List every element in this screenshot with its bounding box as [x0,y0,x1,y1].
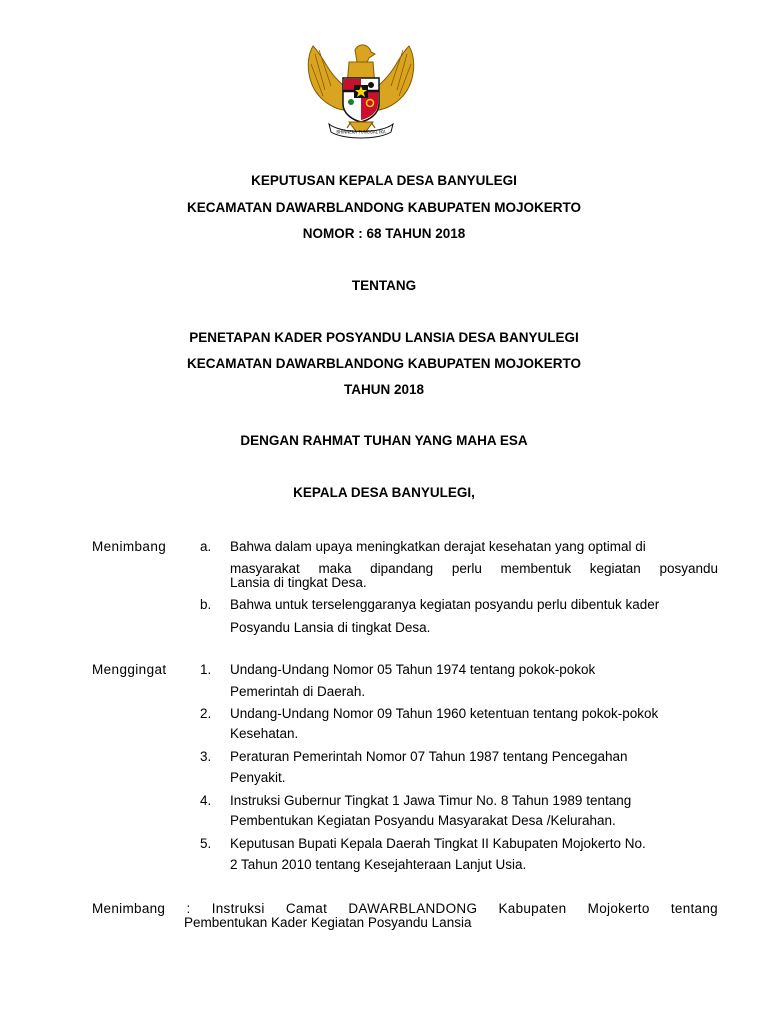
menimbang-a-line-1: Bahwa dalam upaya meningkatkan derajat kesehatan yang optimal di [230,539,646,554]
menimbang-a-line-3: Lansia di tingkat Desa. [230,575,367,590]
list-marker: 3. [200,749,212,764]
mengingat-label: Menggingat [92,662,167,677]
kepala-heading: KEPALA DESA BANYULEGI, [293,485,475,500]
tentang-heading: TENTANG [351,278,417,293]
garuda-pancasila-emblem [305,40,417,148]
mengingat-2-line-1: Undang-Undang Nomor 09 Tahun 1960 ketentuan tentang pokok-pokok [230,706,659,721]
mengingat-5-line-1: Keputusan Bupati Kepala Daerah Tingkat II Kabupaten Mojokerto No. [230,836,646,851]
mengingat-1-line-1: Undang-Undang Nomor 05 Tahun 1974 tentang pokok-pokok [230,662,596,677]
menimbang-b-line-1: Bahwa untuk terselenggaranya kegiatan posyandu perlu dibentuk kader [230,597,660,612]
list-marker: 2. [200,706,212,721]
decree-title: KEPUTUSAN KEPALA DESA BANYULEGI [251,173,517,188]
list-marker: 4. [200,793,212,808]
list-marker: a. [200,539,212,554]
mengingat-1-line-2: Pemerintah di Daerah. [230,684,366,699]
mengingat-5-line-2: 2 Tahun 2010 tentang Kesejahteraan Lanjut Usia. [230,857,527,872]
subject-line-2: KECAMATAN DAWARBLANDONG KABUPATEN MOJOKERTO [187,356,581,371]
subject-line-1: PENETAPAN KADER POSYANDU LANSIA DESA BANYULEGI [189,330,579,345]
menimbang-b-line-2: Posyandu Lansia di tingkat Desa. [230,620,431,635]
rahmat-heading: DENGAN RAHMAT TUHAN YANG MAHA ESA [240,433,528,448]
decree-number: NOMOR : 68 TAHUN 2018 [302,226,466,241]
menimbang-label: Menimbang [92,539,167,554]
mengingat-3-line-2: Penyakit. [230,770,286,785]
menimbang2-line-2: Pembentukan Kader Kegiatan Posyandu Lansia [184,915,472,930]
subject-line-3: TAHUN 2018 [343,382,425,397]
mengingat-4-line-1: Instruksi Gubernur Tingkat 1 Jawa Timur No. 8 Tahun 1989 tentang [230,793,632,808]
menimbang2-line-1: Menimbang : Instruksi Camat DAWARBLANDONG Kabupaten Mojokerto tentang [92,901,718,916]
list-marker: 5. [200,836,212,851]
list-marker: b. [200,597,212,612]
mengingat-4-line-2: Pembentukan Kegiatan Posyandu Masyarakat Desa /Kelurahan. [230,813,616,828]
motto-text: BHINNEKA TUNGGAL IKA [336,129,386,135]
mengingat-3-line-1: Peraturan Pemerintah Nomor 07 Tahun 1987 tentang Pencegahan [230,749,628,764]
list-marker: 1. [200,662,212,677]
decree-region: KECAMATAN DAWARBLANDONG KABUPATEN MOJOKERTO [187,200,581,215]
menimbang-a-line-2: masyarakat maka dipandang perlu membentuk kegiatan posyandu [230,561,718,576]
mengingat-2-line-2: Kesehatan. [230,726,299,741]
